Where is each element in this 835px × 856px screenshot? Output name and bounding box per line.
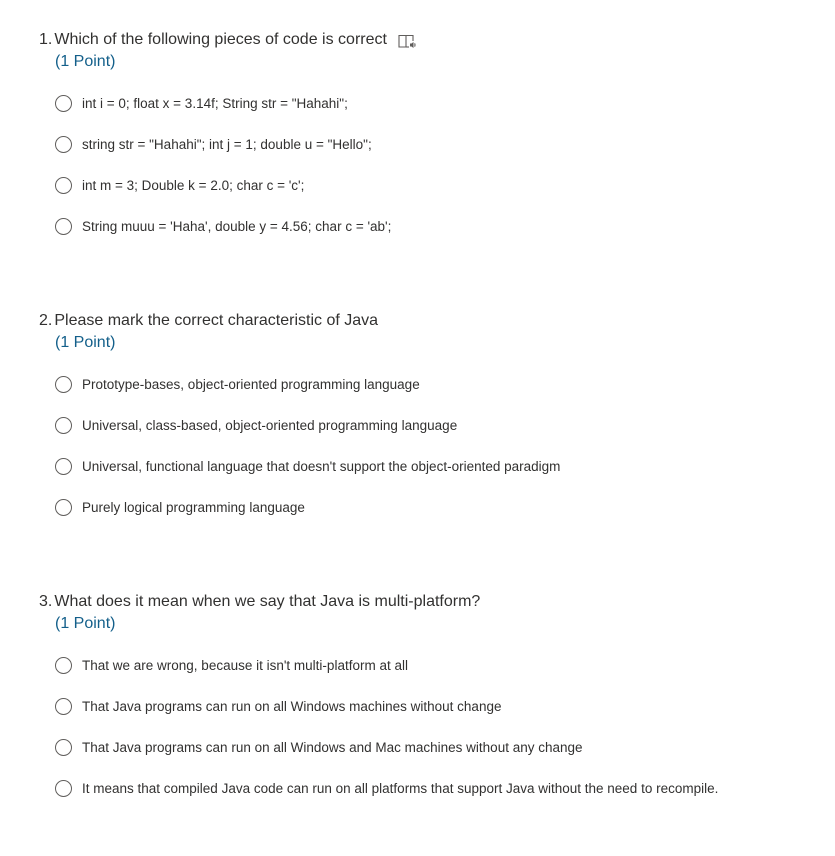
option-1[interactable] [55,655,819,675]
option-3[interactable] [55,456,819,476]
radio-button[interactable] [55,177,72,194]
radio-button[interactable] [55,698,72,715]
option-label[interactable]: Universal, functional language that doesn't support the object-oriented paradigm [82,458,561,474]
question-text: Please mark the correct characteristic of Java [54,312,379,329]
option-1[interactable] [55,93,819,113]
question-1 [39,29,819,257]
question-text: Which of the following pieces of code is correct [54,31,387,48]
option-2[interactable] [55,696,819,716]
question-number: 2. [39,312,53,329]
radio-button[interactable] [55,499,72,516]
option-label[interactable]: int i = 0; float x = 3.14f; String str = "Hahahi"; [82,95,348,111]
question-2-title [39,310,819,332]
option-4[interactable] [55,778,819,798]
question-number: 3. [39,593,53,610]
question-number: 1. [39,31,53,48]
option-label[interactable]: That we are wrong, because it isn't multi-platform at all [82,657,408,673]
options-list [55,374,819,517]
option-label[interactable]: Prototype-bases, object-oriented programming language [82,376,420,392]
option-2[interactable] [55,415,819,435]
option-2[interactable] [55,134,819,154]
question-text: What does it mean when we say that Java is multi-platform? [54,593,481,610]
option-label[interactable]: That Java programs can run on all Windows machines without change [82,698,502,714]
option-label[interactable]: That Java programs can run on all Windows and Mac machines without any change [82,739,583,755]
radio-button[interactable] [55,780,72,797]
option-3[interactable] [55,175,819,195]
option-label[interactable]: It means that compiled Java code can run on all platforms that support Java without the need to recompile. [82,780,719,796]
option-1[interactable] [55,374,819,394]
radio-button[interactable] [55,657,72,674]
option-label[interactable]: Purely logical programming language [82,499,305,515]
option-label[interactable]: int m = 3; Double k = 2.0; char c = 'c'; [82,177,305,193]
radio-button[interactable] [55,376,72,393]
radio-button[interactable] [55,136,72,153]
question-points: (1 Point) [55,334,116,351]
radio-button[interactable] [55,95,72,112]
radio-button[interactable] [55,458,72,475]
radio-button[interactable] [55,218,72,235]
options-list [55,93,819,236]
option-3[interactable] [55,737,819,757]
options-list [55,655,819,798]
radio-button[interactable] [55,739,72,756]
question-3 [39,591,819,819]
question-3-title [39,591,819,613]
option-label[interactable]: String muuu = 'Haha', double y = 4.56; char c = 'ab'; [82,218,392,234]
question-points: (1 Point) [55,53,116,70]
immersive-reader-icon[interactable] [398,33,416,49]
radio-button[interactable] [55,417,72,434]
question-points: (1 Point) [55,615,116,632]
question-1-title [39,29,819,51]
option-4[interactable] [55,497,819,517]
option-label[interactable]: string str = "Hahahi"; int j = 1; double u = "Hello"; [82,136,372,152]
question-2 [39,310,819,538]
option-4[interactable] [55,216,819,236]
option-label[interactable]: Universal, class-based, object-oriented programming language [82,417,458,433]
